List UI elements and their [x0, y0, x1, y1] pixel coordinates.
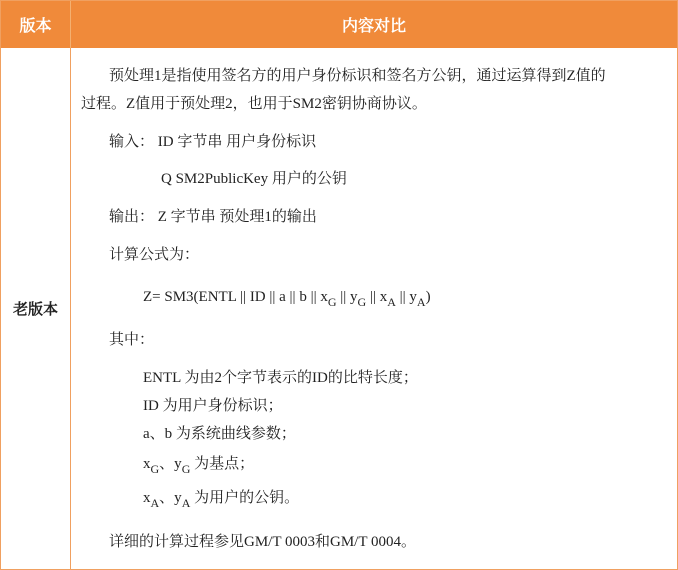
- definition-id: ID 为用户身份标识；: [143, 398, 283, 414]
- table-header: [1, 1, 677, 48]
- header-content-compare: 内容对比: [341, 16, 406, 35]
- paragraph-line-2: 过程。Z值用于预处理2，也用于SM2密钥协商协议。: [81, 96, 427, 112]
- footer-line: 详细的计算过程参见GM/T 0003和GM/T 0004。: [109, 534, 416, 550]
- definition-entl: ENTL 为由2个字节表示的ID的比特长度；: [143, 370, 418, 386]
- where-label: 其中：: [109, 332, 155, 348]
- formula: [143, 283, 431, 316]
- def-g-sep: 、y: [159, 456, 182, 472]
- def-g-x: x: [143, 456, 151, 472]
- formula-suffix: ): [425, 289, 431, 305]
- header-version: 版本: [1, 1, 71, 48]
- def-a-text: 为用户的公钥。: [190, 490, 300, 506]
- formula-sep-2: || x: [366, 289, 388, 305]
- def-a-y-sub: A: [181, 496, 191, 510]
- version-cell: 老版本: [1, 48, 71, 569]
- definition-base-point: [143, 450, 254, 483]
- formula-sub-yg: G: [357, 295, 367, 309]
- def-g-y-sub: G: [181, 462, 191, 476]
- definition-public-key: [143, 484, 299, 517]
- input-line-1: 输入： ID 字节串 用户身份标识: [109, 134, 317, 150]
- formula-sub-xa: A: [387, 295, 396, 309]
- formula-sep-3: || y: [395, 289, 417, 305]
- def-g-x-sub: G: [150, 462, 160, 476]
- input-line-2: Q SM2PublicKey 用户的公钥: [161, 171, 347, 187]
- output-line: 输出： Z 字节串 预处理1的输出: [109, 209, 317, 225]
- paragraph-line-1: 预处理1是指使用签名方的用户身份标识和签名方公钥，通过运算得到Z值的: [109, 68, 606, 84]
- formula-prefix: Z= SM3(ENTL || ID || a || b || x: [143, 289, 328, 305]
- def-g-text: 为基点；: [190, 456, 255, 472]
- formula-sub-xg: G: [327, 295, 337, 309]
- def-a-x-sub: A: [150, 496, 160, 510]
- formula-sep-1: || y: [336, 289, 358, 305]
- formula-intro: 计算公式为：: [109, 247, 200, 263]
- content-cell: [81, 48, 673, 569]
- definition-ab: a、b 为系统曲线参数；: [143, 426, 296, 442]
- def-a-sep: 、y: [159, 490, 182, 506]
- formula-sub-ya: A: [416, 295, 426, 309]
- def-a-x: x: [143, 490, 151, 506]
